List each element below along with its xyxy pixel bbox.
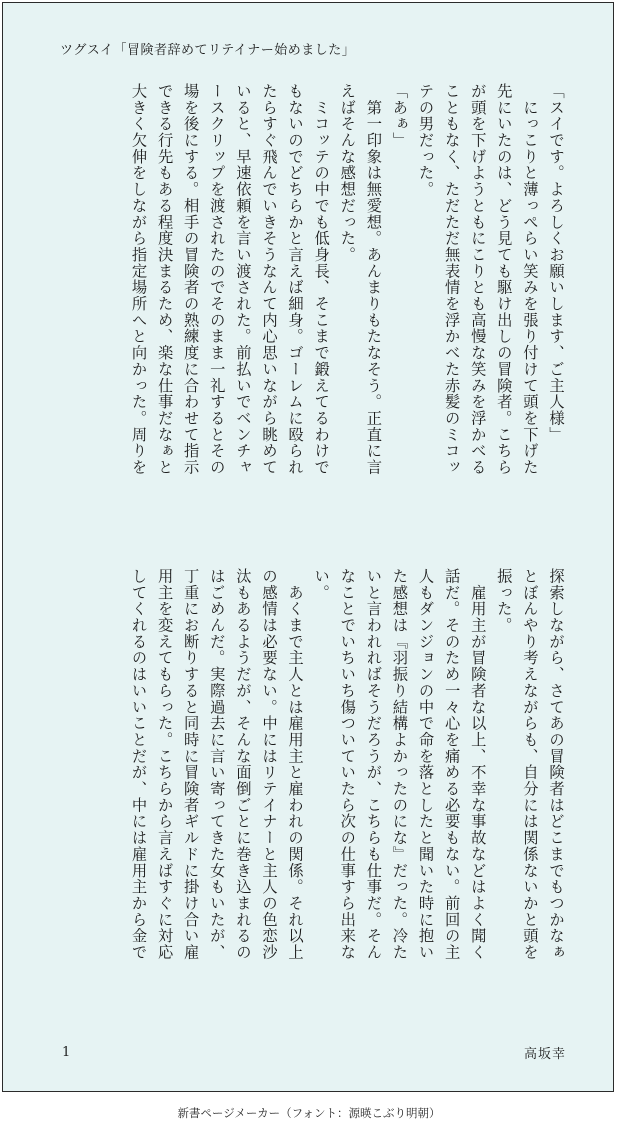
text-line: こともなく、ただただ無表情を浮かべた赤髪のミコッ (442, 83, 461, 476)
text-line: い。 (312, 568, 331, 601)
text-line: 大きく欠伸をしながら指定場所へと向かった。周りを (129, 83, 148, 476)
text-line: 丁重にお断りすると同時に冒険者ギルドに掛け合い雇 (181, 568, 200, 961)
text-line: えばそんな感想だった。 (338, 83, 357, 263)
text-line: 「あぁ」 (390, 83, 409, 149)
text-line: 人もダンジョンの中で命を落としたと聞いた時に抱い (416, 568, 435, 961)
generator-credit: 新書ページメーカー（フォント：源暎こぶり明朝） (177, 1106, 441, 1120)
text-line: とぼんやり考えながらも、自分には関係ないかと頭を (520, 568, 539, 961)
text-line: 話だ。そのため一々心を痛める必要もない。前回の主 (442, 568, 461, 961)
text-line: 振った。 (494, 568, 513, 634)
text-line: なことでいちいち傷ついていたら次の仕事すら出来な (338, 568, 357, 961)
text-line: 雇用主が冒険者な以上、不幸な事故などはよく聞く (468, 568, 487, 961)
text-line: 用主を変えてもらった。こちらから言えばすぐに対応 (155, 568, 174, 961)
text-line: 「スイです。よろしくお願いします、ご主人様」 (547, 83, 565, 443)
page-number: 1 (62, 1045, 71, 1060)
text-line: た感想は『羽振り結構よかったのにな』だった。冷た (390, 568, 409, 961)
text-line: してくれるのはいいことだが、中には雇用主から金で (129, 568, 148, 961)
text-line: 第一印象は無愛想。あんまりもたなそう。正直に言 (364, 83, 383, 476)
text-line: たらすぐ飛んでいきそうなんて内心思いながら眺めて (259, 83, 278, 476)
text-line: が頭を下げようともにこりとも高慢な笑みを浮かべる (468, 83, 487, 476)
lower-text-block (47, 568, 569, 1008)
text-line: 汰もあるようだが、そんな面倒ごとに巻き込まれるの (233, 568, 252, 961)
text-line: できる行先もある程度決まるため、楽な仕事だなぁと (155, 83, 174, 476)
upper-text-block (47, 83, 569, 523)
text-line: 先にいたのは、どう見ても駆け出しの冒険者。こちら (494, 83, 513, 476)
text-line: あくまで主人とは雇用主と雇われの関係。それ以上 (286, 568, 305, 961)
text-line: いと言われればそうだろうが、こちらも仕事だ。そん (364, 568, 383, 961)
author-name: 高坂幸 (523, 1047, 566, 1062)
text-line: 探索しながら、さてあの冒険者はどこまでもつかなぁ (547, 568, 565, 961)
text-line: はごめんだ。実際過去に言い寄ってきた女もいたが、 (207, 568, 226, 961)
text-line: にっこりと薄っぺらい笑みを張り付けて頭を下げた (520, 83, 539, 476)
page-frame (2, 2, 614, 1092)
text-line: いると、早速依頼を言い渡された。前払いでベンチャ (233, 83, 252, 476)
text-line: もないのでどちらかと言えば細身。ゴーレムに殴られ (286, 83, 305, 476)
text-line: 場を後にする。相手の冒険者の熟練度に合わせて指示 (181, 83, 200, 476)
text-line: ースクリップを渡されたのでそのまま一礼するとその (207, 83, 226, 476)
text-line: ミコッテの中でも低身長、そこまで鍛えてるわけで (312, 83, 331, 476)
text-line: の感情は必要ない。中にはリテイナーと主人の色恋沙 (259, 568, 278, 961)
text-line: テの男だった。 (416, 83, 435, 198)
book-title: ツグスイ「冒険者辞めてリテイナー始めました」 (60, 43, 356, 58)
